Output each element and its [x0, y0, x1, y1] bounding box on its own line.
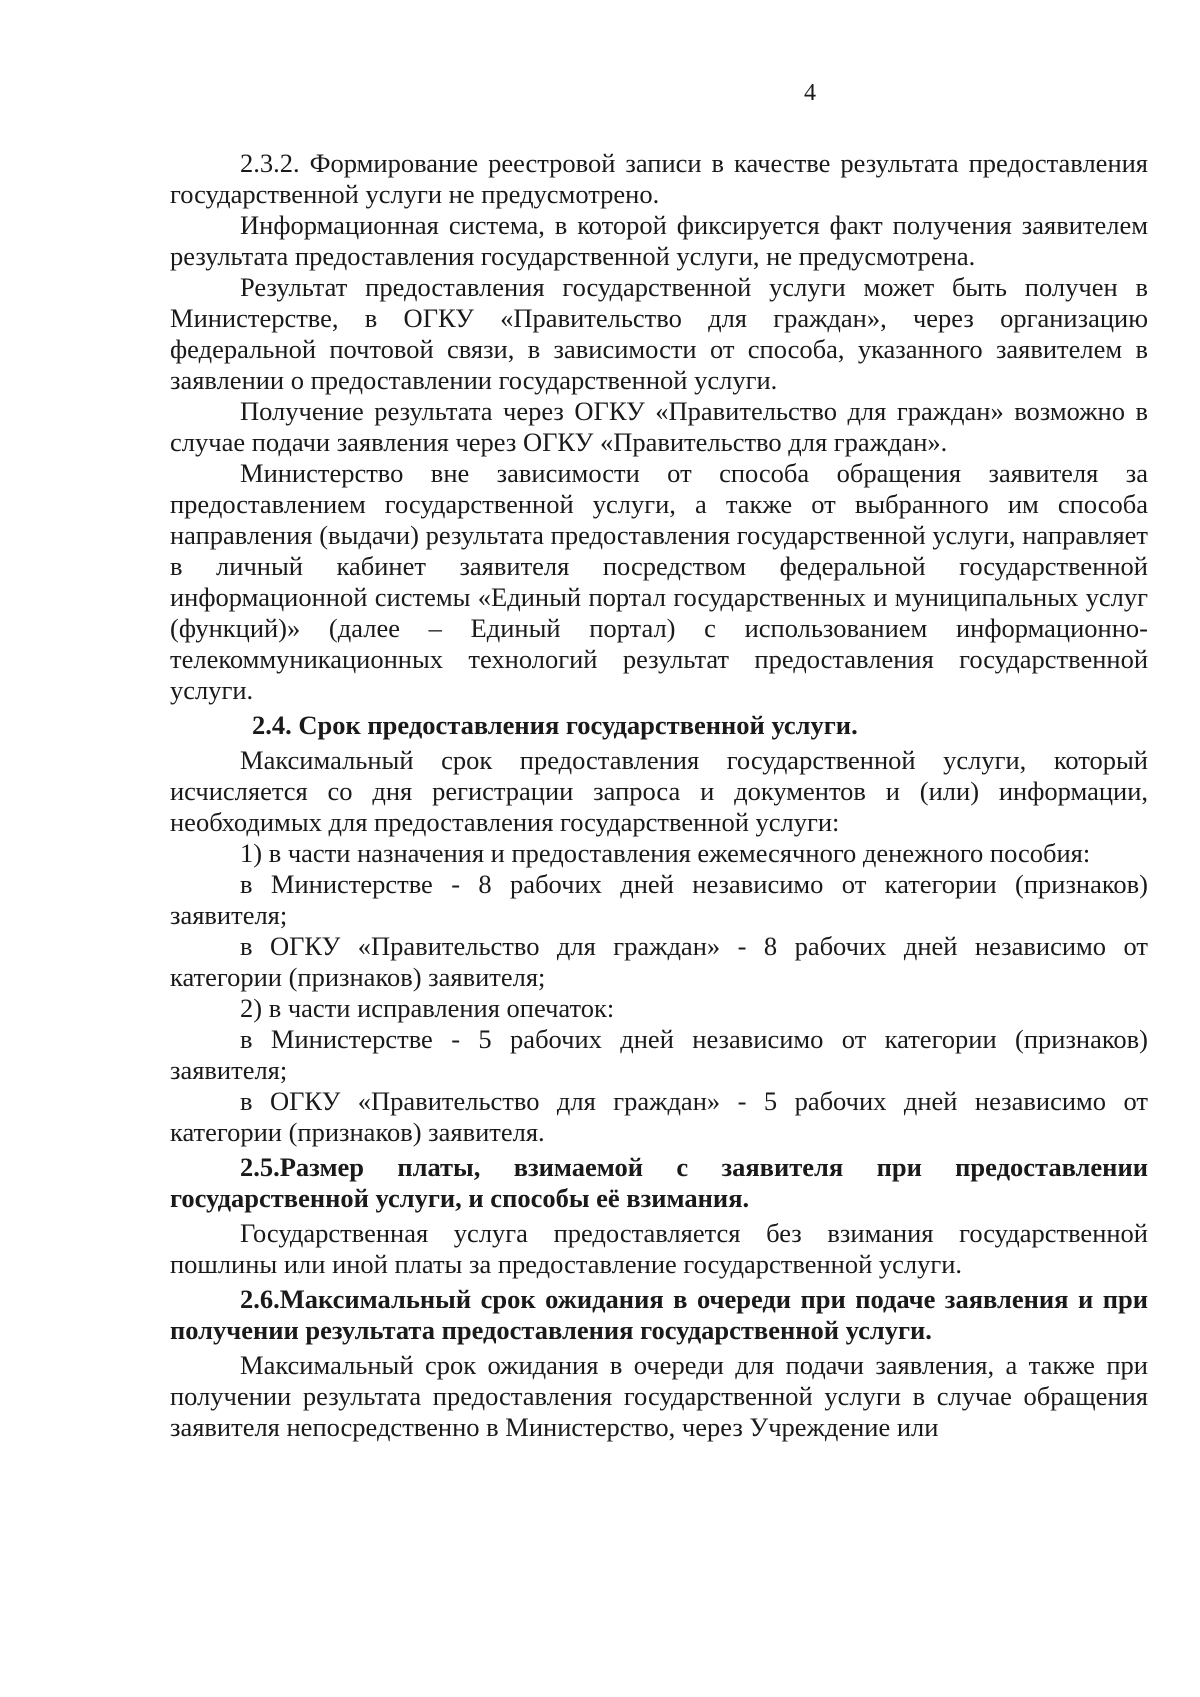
heading-2-5: 2.5.Размер платы, взимаемой с заявителя при предоставлении государственной услуги, и способы её взимания.: [170, 1152, 1148, 1213]
paragraph-ogku-5-days: в ОГКУ «Правительство для граждан» - 5 рабочих дней независимо от категории (признаков) заявителя.: [170, 1086, 1148, 1147]
paragraph-ministry-8-days: в Министерстве - 8 рабочих дней независимо от категории (признаков) заявителя;: [170, 869, 1148, 930]
page-number: 4: [804, 80, 816, 106]
paragraph-result-via-ogku: Получение результата через ОГКУ «Правительство для граждан» возможно в случае подачи заявления через ОГКУ «Правительство для граждан».: [170, 396, 1148, 457]
paragraph-ministry-5-days: в Министерстве - 5 рабочих дней независимо от категории (признаков) заявителя;: [170, 1024, 1148, 1085]
heading-2-6: 2.6.Максимальный срок ожидания в очереди при подаче заявления и при получении результата предоставления государственной услуги.: [170, 1284, 1148, 1345]
paragraph-result-received: Результат предоставления государственной услуги может быть получен в Министерстве, в ОГКУ «Правительство для граждан», через организацию федеральной почтовой связи, в зависимости от способа, указанного заявителем в заявлении о предоставлении государственной услуги.: [170, 272, 1148, 395]
paragraph-max-term: Максимальный срок предоставления государственной услуги, который исчисляется со дня регистрации запроса и документов и (или) информации, необходимых для предоставления государственной услуги:: [170, 745, 1148, 837]
paragraph-item-2: 2) в части исправления опечаток:: [240, 993, 615, 1023]
heading-2-4: 2.4. Срок предоставления государственной услуги.: [252, 710, 858, 740]
paragraph-info-system: Информационная система, в которой фиксируется факт получения заявителем результата предоставления государственной услуги, не предусмотрена.: [170, 210, 1148, 271]
paragraph-queue-time: Максимальный срок ожидания в очереди для подачи заявления, а также при получении результата предоставления государственной услуги в случае обращения заявителя непосредственно в Министерство, через Учреждение или: [170, 1350, 1148, 1442]
paragraph-ogku-8-days: в ОГКУ «Правительство для граждан» - 8 рабочих дней независимо от категории (признаков) заявителя;: [170, 931, 1148, 992]
paragraph-2-3-2: 2.3.2. Формирование реестровой записи в качестве результата предоставления государственной услуги не предусмотрено.: [170, 148, 1148, 209]
paragraph-ministry-sends: Министерство вне зависимости от способа обращения заявителя за предоставлением государственной услуги, а также от выбранного им способа направления (выдачи) результата предоставления государственной услуги, направляет в личный кабинет заявителя посредством федеральной государственной информационной системы «Единый портал государственных и муниципальных услуг (функций)» (далее – Единый портал) с использованием информационно-телекоммуникационных технологий результат предоставления государственной услуги.: [170, 458, 1148, 705]
paragraph-no-fee: Государственная услуга предоставляется без взимания государственной пошлины или иной платы за предоставление государственной услуги.: [170, 1218, 1148, 1279]
paragraph-item-1: 1) в части назначения и предоставления ежемесячного денежного пособия:: [240, 838, 1091, 868]
